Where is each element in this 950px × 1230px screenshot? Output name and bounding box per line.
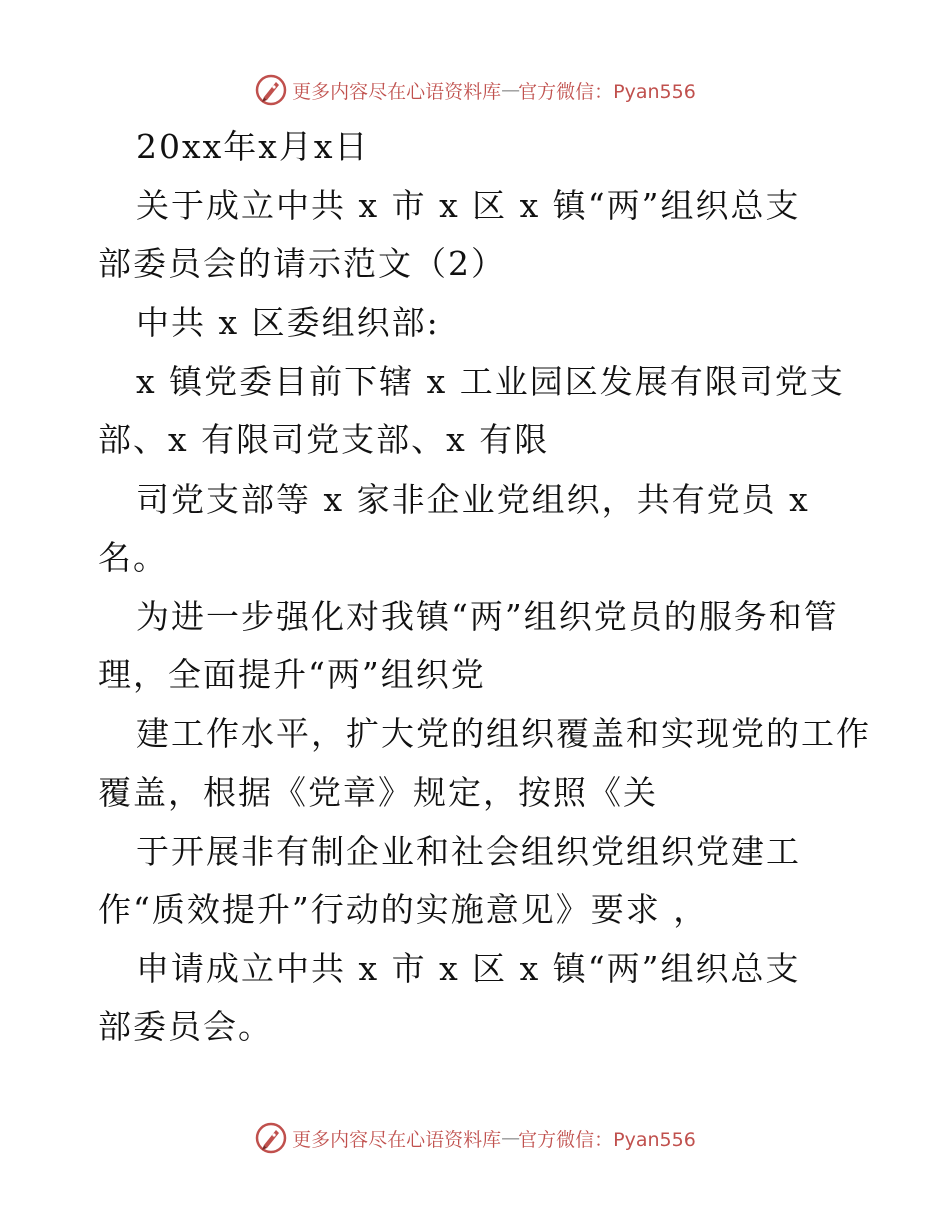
document-title-line-1: 关于成立中共 x 市 x 区 x 镇“两”组织总支 xyxy=(136,186,801,225)
footer-banner xyxy=(0,1118,950,1158)
paragraph-line: 作“质效提升”行动的实施意见》要求 ， xyxy=(98,890,709,929)
paragraph-line: 覆盖，根据《党章》规定，按照《关 xyxy=(98,773,658,812)
document-date: 20xx年x月x日 xyxy=(136,127,370,166)
banner-separator: — xyxy=(501,1127,519,1149)
paragraph-line: 部、x 有限司党支部、x 有限 xyxy=(98,420,550,459)
document-recipient: 中共 x 区委组织部: xyxy=(136,303,440,342)
paragraph-line: 理，全面提升“两”组织党 xyxy=(98,655,486,694)
banner-wechat-text: 官方微信：Pyan556 xyxy=(518,1128,696,1151)
banner-separator: — xyxy=(501,79,519,101)
paragraph-line: 名。 xyxy=(98,538,168,577)
paragraph-line: x 镇党委目前下辖 x 工业园区发展有限司党支 xyxy=(136,362,845,401)
banner-brand-text: 更多内容尽在心语资料库 xyxy=(292,1128,502,1151)
pen-nib-logo-icon xyxy=(254,1121,288,1155)
paragraph-line: 部委员会。 xyxy=(98,1007,273,1046)
document-title-line-2: 部委员会的请示范文（2） xyxy=(98,244,506,283)
banner-brand-text: 更多内容尽在心语资料库 xyxy=(292,80,502,103)
paragraph-line: 建工作水平，扩大党的组织覆盖和实现党的工作 xyxy=(136,714,871,753)
banner-wechat-text: 官方微信：Pyan556 xyxy=(518,80,696,103)
paragraph-line: 申请成立中共 x 市 x 区 x 镇“两”组织总支 xyxy=(136,949,801,988)
paragraph-line: 司党支部等 x 家非企业党组织，共有党员 x xyxy=(136,480,810,519)
paragraph-line: 为进一步强化对我镇“两”组织党员的服务和管 xyxy=(136,597,839,636)
paragraph-line: 于开展非有制企业和社会组织党组织党建工 xyxy=(136,832,801,871)
